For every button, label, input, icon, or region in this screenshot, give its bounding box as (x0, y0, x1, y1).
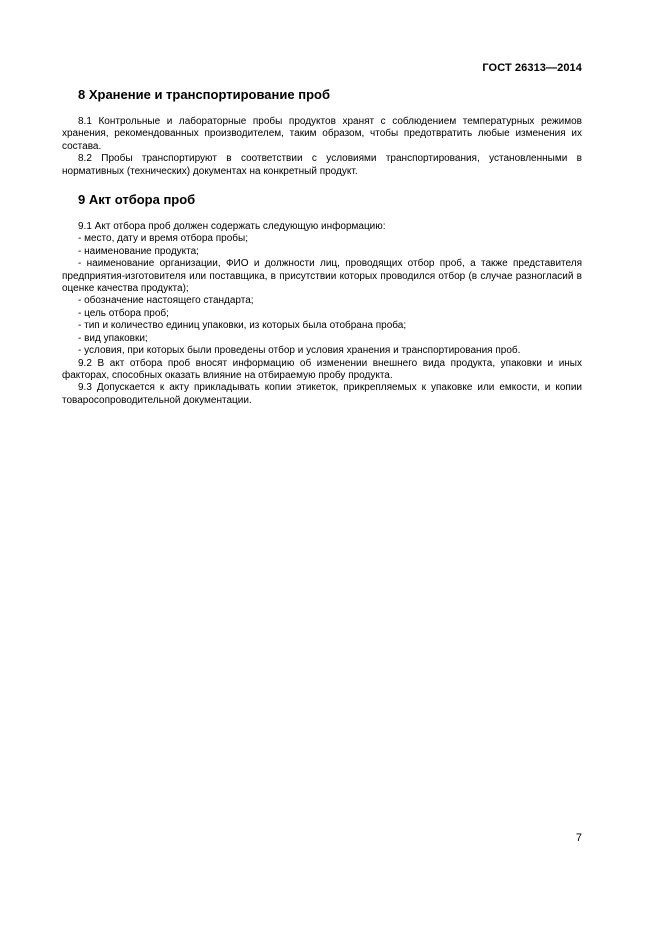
list-item: - обозначение настоящего стандарта; (78, 295, 254, 307)
list-item: - место, дату и время отбора пробы; (78, 233, 248, 245)
page-number: 7 (575, 832, 582, 844)
section-8-storage-transport (62, 86, 582, 178)
section-heading: 9 Акт отбора проб (78, 192, 196, 208)
paragraph-9-3: 9.3 Допускается к акту прикладывать копии этикеток, прикрепляемых к упаковке или емкости, и копии товаросопроводительной документации. (62, 382, 582, 406)
document-code: ГОСТ 26313—2014 (482, 62, 582, 74)
list-item: - тип и количество единиц упаковки, из которых была отобрана проба; (78, 320, 407, 332)
list-item: - наименование продукта; (78, 245, 199, 257)
list-item: - цель отбора проб; (78, 307, 169, 319)
list-item: - условия, при которых были проведены отбор и условия хранения и транспортирования проб. (78, 345, 521, 357)
paragraph-9-2: 9.2 В акт отбора проб вносят информацию об изменении внешнего вида продукта, упаковки и иных факторах, способных оказать влияние на отбираемую пробу продукта. (62, 357, 582, 381)
section-9-sampling-act (62, 191, 582, 407)
document-body (62, 86, 582, 407)
paragraph-9-1: 9.1 Акт отбора проб должен содержать следующую информацию: (78, 221, 386, 233)
section-heading: 8 Хранение и транспортирование проб (78, 87, 330, 102)
paragraph-8-2: 8.2 Пробы транспортируют в соответствии с условиями транспортирования, установленными в нормативных (технических) документах на конкретный продукт. (62, 153, 582, 177)
list-item: - вид упаковки; (78, 332, 148, 344)
list-item: - наименование организации, ФИО и должности лиц, проводящих отбор проб, а также представителя предприятия-изготовителя или поставщика, в присутствии которых проводился отбор (в случае разногласий в оценке качества продукта); (62, 258, 582, 295)
paragraph-8-1: 8.1 Контрольные и лабораторные пробы продуктов хранят с соблюдением температурных режимов хранения, рекомендованных производителем, таким образом, чтобы предотвратить любые изменения их состава. (62, 116, 582, 152)
